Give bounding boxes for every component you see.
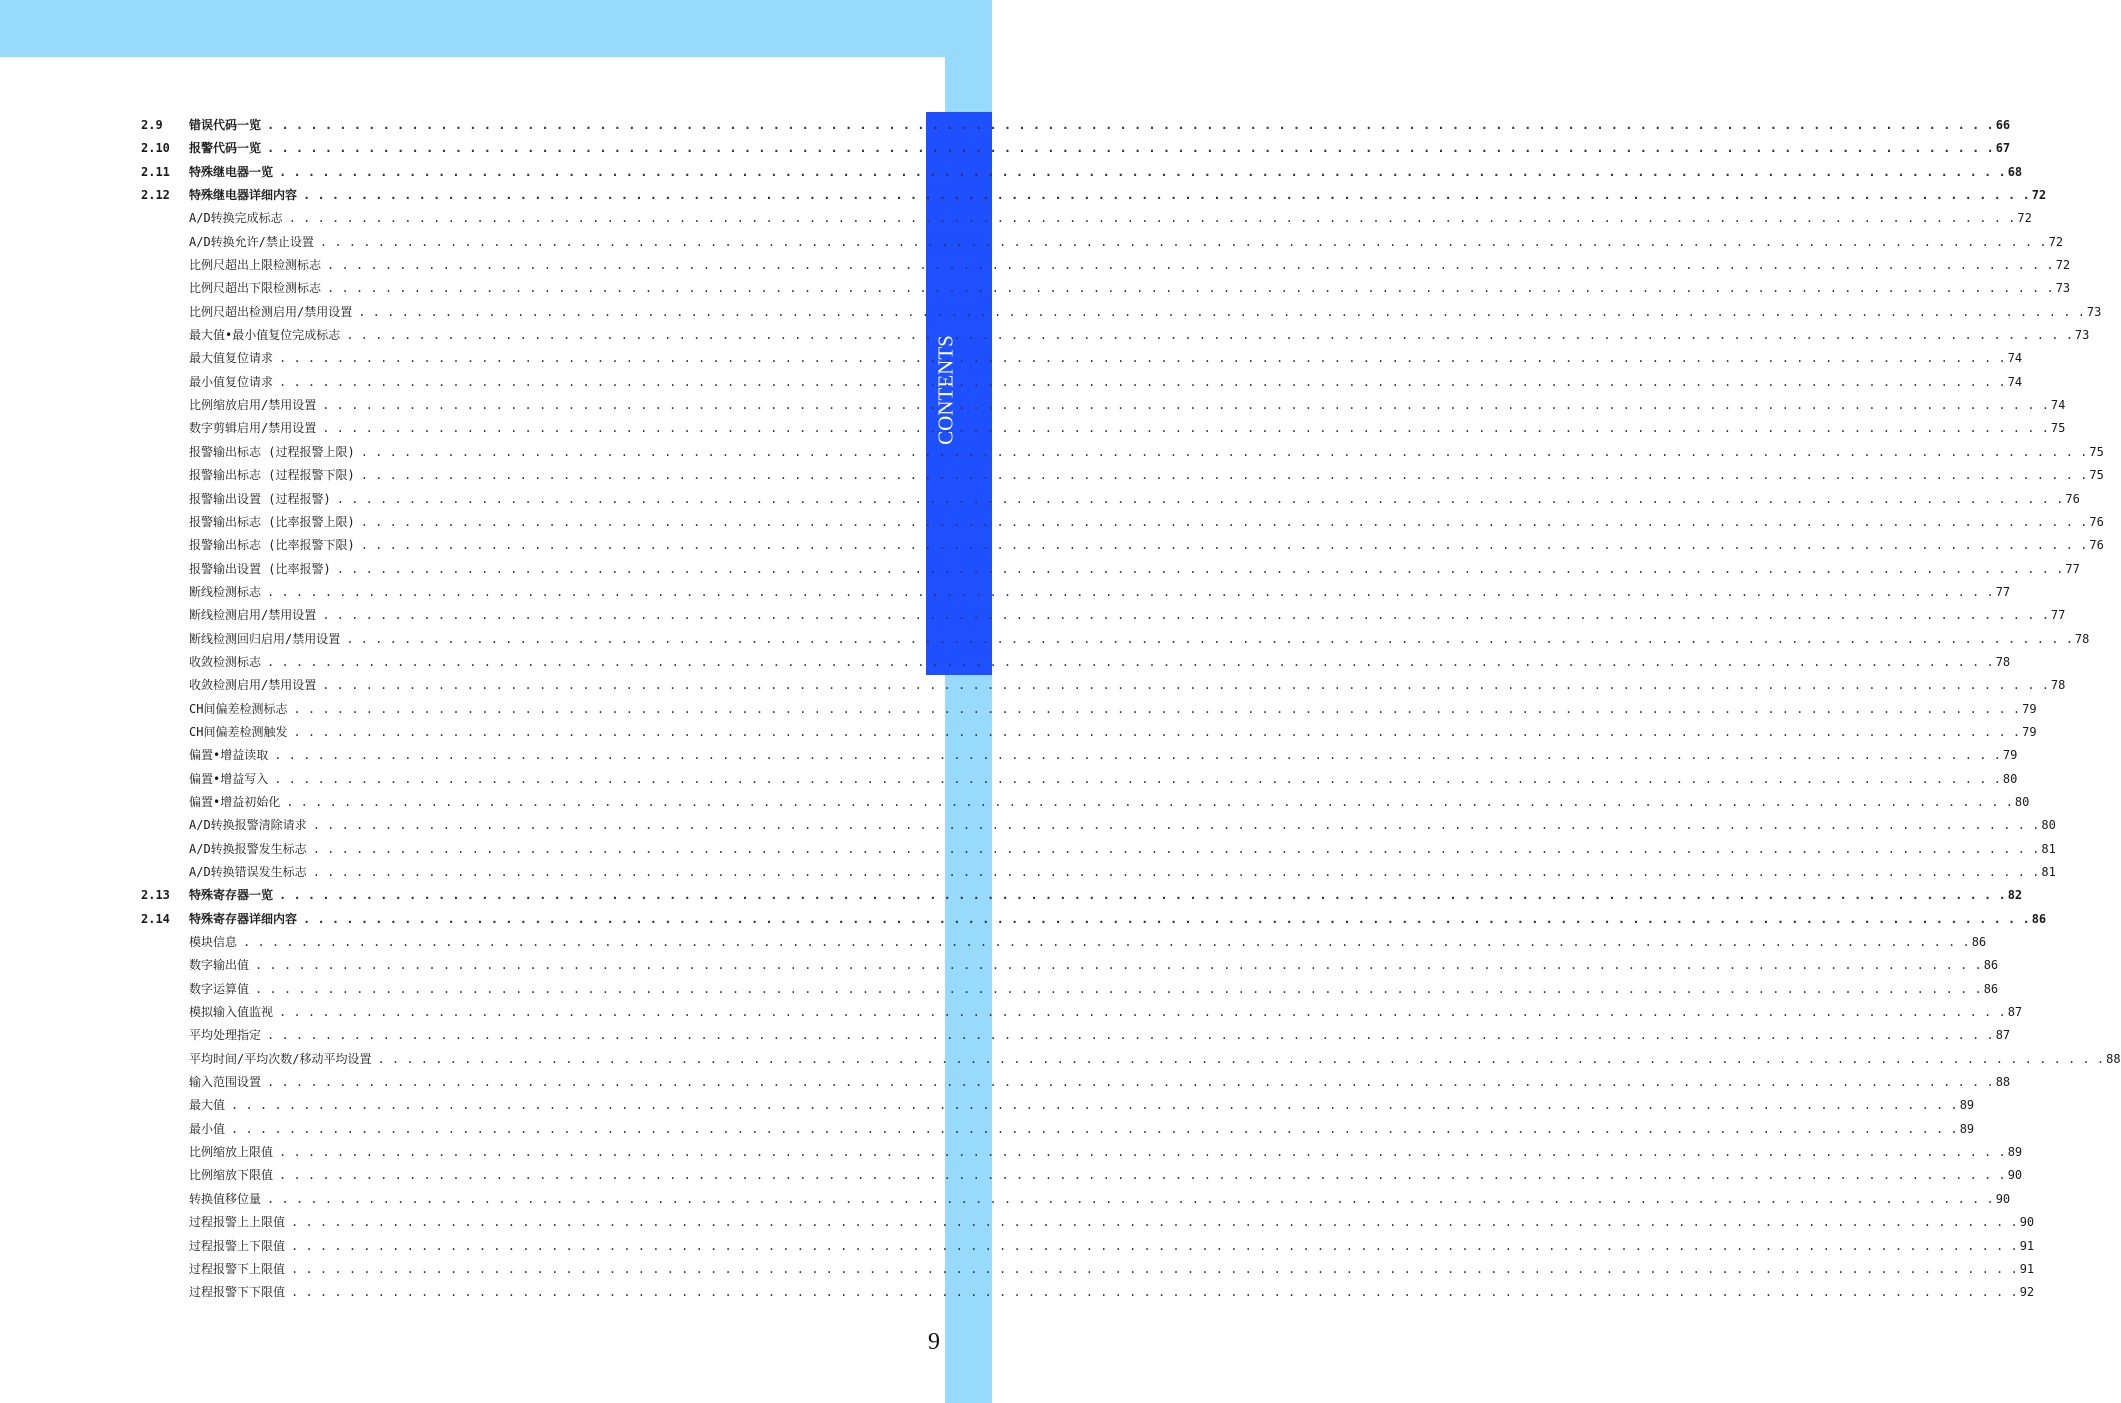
toc-title[interactable]: 平均处理指定 xyxy=(189,1028,262,1043)
toc-page-number[interactable]: 72 xyxy=(2017,211,2032,226)
toc-item-row[interactable] xyxy=(141,417,2066,440)
toc-line xyxy=(189,1211,2035,1234)
toc-line xyxy=(189,1118,1975,1141)
toc-line xyxy=(189,768,2018,791)
toc-title[interactable]: 特殊寄存器详细内容 xyxy=(189,911,298,926)
toc-title[interactable]: 特殊寄存器一览 xyxy=(189,888,274,903)
toc-dot-leader: . . . . . . . . . . . . . . . . . . . . . . . . . . . . . . . . . . . . . . . . . . . . . . . . . . . . . . . . . . . . . . . . . . . . . . . . . . . . . . . . . . . . . . . . . . . . . . . . . . . . . . . . . . . . . . . . . . . . . . . . xyxy=(303,188,2030,203)
toc-page-number[interactable]: 86 xyxy=(1983,958,1999,973)
toc-page-number[interactable]: 76 xyxy=(2089,538,2104,553)
toc-line xyxy=(189,908,2047,931)
toc-item-row[interactable] xyxy=(141,791,2030,814)
toc-item-row[interactable] xyxy=(141,1071,2011,1094)
toc-page-number[interactable]: 86 xyxy=(2031,911,2047,926)
toc-line xyxy=(189,931,1987,954)
toc-title[interactable]: 收敛检测标志 xyxy=(189,654,262,669)
toc-dot-leader: . . . . . . . . . . . . . . . . . . . . . . . . . . . . . . . . . . . . . . . . . . . . . . . . . . . . . . . . . . . . . . . . . . . . . . . . . . . . . . . . . . . . . . . . . . . . . . . . . . . . . . . . . . . . . . . . . . . . . . . . xyxy=(327,281,2054,296)
toc-item-row[interactable] xyxy=(141,1235,2035,1258)
toc-item-row[interactable] xyxy=(141,1048,2121,1071)
toc-item-row[interactable] xyxy=(141,254,2071,277)
toc-dot-leader: . . . . . . . . . . . . . . . . . . . . . . . . . . . . . . . . . . . . . . . . . . . . . . . . . . . . . . . . . . . . . . . . . . . . . . . . . . . . . . . . . . . . . . . . . . . . . . . . . . . . . . . . . . . . . . . . . . . . . . . . xyxy=(360,468,2088,483)
toc-page-number[interactable]: 91 xyxy=(2019,1261,2035,1276)
toc-line xyxy=(189,1071,2011,1094)
toc-title[interactable]: 断线检测回归启用/禁用设置 xyxy=(189,631,341,646)
toc-item-row[interactable] xyxy=(141,1001,2023,1024)
toc-section-row[interactable] xyxy=(141,161,2023,184)
toc-page-number[interactable]: 77 xyxy=(2050,608,2066,623)
toc-item-row[interactable] xyxy=(141,604,2066,627)
toc-section-row[interactable] xyxy=(141,137,2011,160)
toc-item-row[interactable] xyxy=(141,978,1999,1001)
toc-section-number: 2.14 xyxy=(141,911,170,926)
toc-line xyxy=(189,954,1999,977)
toc-item-row[interactable] xyxy=(141,558,2080,581)
toc-title[interactable]: 报警输出标志 (过程报警下限) xyxy=(189,468,355,483)
toc-page-number[interactable]: 88 xyxy=(1995,1075,2011,1090)
toc-item-row[interactable] xyxy=(141,464,2104,487)
toc-page-number[interactable]: 89 xyxy=(1959,1098,1975,1113)
toc-line xyxy=(189,417,2066,440)
toc-line xyxy=(189,371,2023,394)
toc-dot-leader: . . . . . . . . . . . . . . . . . . . . . . . . . . . . . . . . . . . . . . . . . . . . . . . . . . . . . . . . . . . . . . . . . . . . . . . . . . . . . . . . . . . . . . . . . . . . . . . . . . . . . . . . . . . . . . . . . . . . . . . . xyxy=(291,1215,2018,1230)
toc-line xyxy=(189,861,2056,884)
toc-line xyxy=(189,161,2023,184)
toc-item-row[interactable] xyxy=(141,744,2018,767)
toc-dot-leader: . . . . . . . . . . . . . . . . . . . . . . . . . . . . . . . . . . . . . . . . . . . . . . . . . . . . . . . . . . . . . . . . . . . . . . . . . . . . . . . . . . . . . . . . . . . . . . . . . . . . . . . . . . . . . . . . . . . . . . . . xyxy=(312,818,2040,833)
toc-title[interactable]: A/D转换错误发生标志 xyxy=(189,865,307,879)
toc-dot-leader: . . . . . . . . . . . . . . . . . . . . . . . . . . . . . . . . . . . . . . . . . . . . . . . . . . . . . . . . . . . . . . . . . . . . . . . . . . . . . . . . . . . . . . . . . . . . . . . . . . . . . . . . . . . . . . . . . . . . . . . . xyxy=(231,1098,1958,1113)
toc-section-row[interactable] xyxy=(141,908,2047,931)
toc-dot-leader: . . . . . . . . . . . . . . . . . . . . . . . . . . . . . . . . . . . . . . . . . . . . . . . . . . . . . . . . . . . . . . . . . . . . . . . . . . . . . . . . . . . . . . . . . . . . . . . . . . . . . . . . . . . . . . . . . . . . . . . . xyxy=(267,1191,1994,1206)
toc-section-row[interactable] xyxy=(141,184,2047,207)
toc-title[interactable]: 报警输出标志 (比率报警上限) xyxy=(189,514,355,529)
toc-page-number[interactable]: 68 xyxy=(2007,164,2023,179)
toc-title[interactable]: 最大值•最小值复位完成标志 xyxy=(189,328,341,343)
toc-dot-leader: . . . . . . . . . . . . . . . . . . . . . . . . . . . . . . . . . . . . . . . . . . . . . . . . . . . . . . . . . . . . . . . . . . . . . . . . . . . . . . . . . . . . . . . . . . . . . . . . . . . . . . . . . . . . . . . . . . . . . . . . xyxy=(274,771,2001,786)
toc-line xyxy=(189,581,2011,604)
toc-title[interactable]: 断线检测标志 xyxy=(189,584,262,599)
toc-title[interactable]: 数字剪辑启用/禁用设置 xyxy=(189,421,317,436)
toc-item-row[interactable] xyxy=(141,651,2011,674)
toc-item-row[interactable] xyxy=(141,674,2066,697)
toc-item-row[interactable] xyxy=(141,511,2104,534)
toc-dot-leader: . . . . . . . . . . . . . . . . . . . . . . . . . . . . . . . . . . . . . . . . . . . . . . . . . . . . . . . . . . . . . . . . . . . . . . . . . . . . . . . . . . . . . . . . . . . . . . . . . . . . . . . . . . . . . . . . . . . . . . . . xyxy=(279,164,2006,179)
toc-page-number[interactable]: 75 xyxy=(2050,421,2066,436)
toc-dot-leader: . . . . . . . . . . . . . . . . . . . . . . . . . . . . . . . . . . . . . . . . . . . . . . . . . . . . . . . . . . . . . . . . . . . . . . . . . . . . . . . . . . . . . . . . . . . . . . . . . . . . . . . . . . . . . . . . . . . . . . . . xyxy=(267,1075,1994,1090)
toc-item-row[interactable] xyxy=(141,441,2104,464)
toc-title[interactable]: 偏置•增益写入 xyxy=(189,771,269,786)
toc-page-number[interactable]: 87 xyxy=(2007,1005,2023,1020)
toc-title[interactable]: A/D转换报警发生标志 xyxy=(189,841,307,856)
toc-page-number[interactable]: 92 xyxy=(2019,1285,2035,1300)
toc-title[interactable]: 最小值 xyxy=(189,1121,226,1136)
toc-line xyxy=(189,301,2102,324)
toc-item-row[interactable] xyxy=(141,698,2037,721)
toc-item-row[interactable] xyxy=(141,1258,2035,1281)
toc-page-number[interactable]: 74 xyxy=(2007,351,2023,366)
toc-line xyxy=(189,441,2104,464)
toc-dot-leader: . . . . . . . . . . . . . . . . . . . . . . . . . . . . . . . . . . . . . . . . . . . . . . . . . . . . . . . . . . . . . . . . . . . . . . . . . . . . . . . . . . . . . . . . . . . . . . . . . . . . . . . . . . . . . . . . . . . . . . . . xyxy=(274,748,2001,763)
toc-line xyxy=(189,978,1999,1001)
toc-line xyxy=(189,744,2018,767)
toc-dot-leader: . . . . . . . . . . . . . . . . . . . . . . . . . . . . . . . . . . . . . . . . . . . . . . . . . . . . . . . . . . . . . . . . . . . . . . . . . . . . . . . . . . . . . . . . . . . . . . . . . . . . . . . . . . . . . . . . . . . . . . . . xyxy=(336,561,2064,576)
toc-section-number: 2.12 xyxy=(141,188,170,203)
toc-page-number[interactable]: 90 xyxy=(1995,1191,2011,1206)
toc-section-number: 2.11 xyxy=(141,164,170,179)
toc-page-number[interactable]: 90 xyxy=(2007,1168,2023,1183)
toc-section-row[interactable] xyxy=(141,884,2023,907)
toc-title[interactable]: 比例缩放上限值 xyxy=(189,1145,274,1160)
toc-title[interactable]: 模拟输入值监视 xyxy=(189,1005,274,1020)
toc-item-row[interactable] xyxy=(141,1211,2035,1234)
toc-title[interactable]: A/D转换报警清除请求 xyxy=(189,818,307,833)
toc-dot-leader: . . . . . . . . . . . . . . . . . . . . . . . . . . . . . . . . . . . . . . . . . . . . . . . . . . . . . . . . . . . . . . . . . . . . . . . . . . . . . . . . . . . . . . . . . . . . . . . . . . . . . . . . . . . . . . . . . . . . . . . . xyxy=(291,1285,2018,1300)
toc-title[interactable]: 数字输出值 xyxy=(189,958,250,973)
toc-title[interactable]: 过程报警上下限值 xyxy=(189,1238,286,1253)
toc-line xyxy=(189,254,2071,277)
toc-dot-leader: . . . . . . . . . . . . . . . . . . . . . . . . . . . . . . . . . . . . . . . . . . . . . . . . . . . . . . . . . . . . . . . . . . . . . . . . . . . . . . . . . . . . . . . . . . . . . . . . . . . . . . . . . . . . . . . . . . . . . . . . xyxy=(312,865,2040,879)
toc-title[interactable]: 最大值 xyxy=(189,1098,226,1113)
toc-section-number: 2.13 xyxy=(141,888,170,903)
toc-page-number[interactable]: 79 xyxy=(2002,748,2018,763)
toc-dot-leader: . . . . . . . . . . . . . . . . . . . . . . . . . . . . . . . . . . . . . . . . . . . . . . . . . . . . . . . . . . . . . . . . . . . . . . . . . . . . . . . . . . . . . . . . . . . . . . . . . . . . . . . . . . . . . . . . . . . . . . . . xyxy=(291,1238,2018,1253)
toc-item-row[interactable] xyxy=(141,1118,1975,1141)
toc-dot-leader: . . . . . . . . . . . . . . . . . . . . . . . . . . . . . . . . . . . . . . . . . . . . . . . . . . . . . . . . . . . . . . . . . . . . . . . . . . . . . . . . . . . . . . . . . . . . . . . . . . . . . . . . . . . . . . . . . . . . . . . . xyxy=(322,678,2049,693)
toc-page-number[interactable]: 78 xyxy=(2050,678,2066,693)
toc-item-row[interactable] xyxy=(141,1281,2035,1304)
toc-dot-leader: . . . . . . . . . . . . . . . . . . . . . . . . . . . . . . . . . . . . . . . . . . . . . . . . . . . . . . . . . . . . . . . . . . . . . . . . . . . . . . . . . . . . . . . . . . . . . . . . . . . . . . . . . . . . . . . . . . . . . . . . xyxy=(267,118,1994,132)
toc-item-row[interactable] xyxy=(141,324,2090,347)
toc-dot-leader: . . . . . . . . . . . . . . . . . . . . . . . . . . . . . . . . . . . . . . . . . . . . . . . . . . . . . . . . . . . . . . . . . . . . . . . . . . . . . . . . . . . . . . . . . . . . . . . . . . . . . . . . . . . . . . . . . . . . . . . . xyxy=(303,911,2030,926)
toc-page-number[interactable]: 88 xyxy=(2106,1051,2121,1066)
toc-dot-leader: . . . . . . . . . . . . . . . . . . . . . . . . . . . . . . . . . . . . . . . . . . . . . . . . . . . . . . . . . . . . . . . . . . . . . . . . . . . . . . . . . . . . . . . . . . . . . . . . . . . . . . . . . . . . . . . . . . . . . . . . xyxy=(279,351,2006,366)
toc-dot-leader: . . . . . . . . . . . . . . . . . . . . . . . . . . . . . . . . . . . . . . . . . . . . . . . . . . . . . . . . . . . . . . . . . . . . . . . . . . . . . . . . . . . . . . . . . . . . . . . . . . . . . . . . . . . . . . . . . . . . . . . . xyxy=(279,1145,2006,1160)
toc-dot-leader: . . . . . . . . . . . . . . . . . . . . . . . . . . . . . . . . . . . . . . . . . . . . . . . . . . . . . . . . . . . . . . . . . . . . . . . . . . . . . . . . . . . . . . . . . . . . . . . . . . . . . . . . . . . . . . . . . . . . . . . . xyxy=(360,514,2088,529)
toc-title[interactable]: 错误代码一览 xyxy=(189,118,262,132)
toc-dot-leader: . . . . . . . . . . . . . . . . . . . . . . . . . . . . . . . . . . . . . . . . . . . . . . . . . . . . . . . . . . . . . . . . . . . . . . . . . . . . . . . . . . . . . . . . . . . . . . . . . . . . . . . . . . . . . . . . . . . . . . . . xyxy=(279,374,2006,389)
toc-line xyxy=(189,184,2047,207)
contents-tab-label: CONTENTS xyxy=(933,335,958,445)
toc-line xyxy=(189,558,2080,581)
toc-dot-leader: . . . . . . . . . . . . . . . . . . . . . . . . . . . . . . . . . . . . . . . . . . . . . . . . . . . . . . . . . . . . . . . . . . . . . . . . . . . . . . . . . . . . . . . . . . . . . . . . . . . . . . . . . . . . . . . . . . . . . . . . xyxy=(255,958,1982,973)
toc-title[interactable]: 报警代码一览 xyxy=(189,141,262,156)
toc-dot-leader: . . . . . . . . . . . . . . . . . . . . . . . . . . . . . . . . . . . . . . . . . . . . . . . . . . . . . . . . . . . . . . . . . . . . . . . . . . . . . . . . . . . . . . . . . . . . . . . . . . . . . . . . . . . . . . . . . . . . . . . . xyxy=(377,1051,2105,1066)
toc-item-row[interactable] xyxy=(141,628,2090,651)
toc-dot-leader: . . . . . . . . . . . . . . . . . . . . . . . . . . . . . . . . . . . . . . . . . . . . . . . . . . . . . . . . . . . . . . . . . . . . . . . . . . . . . . . . . . . . . . . . . . . . . . . . . . . . . . . . . . . . . . . . . . . . . . . . xyxy=(360,538,2088,553)
toc-line xyxy=(189,1094,1975,1117)
toc-line xyxy=(189,534,2104,557)
toc-dot-leader: . . . . . . . . . . . . . . . . . . . . . . . . . . . . . . . . . . . . . . . . . . . . . . . . . . . . . . . . . . . . . . . . . . . . . . . . . . . . . . . . . . . . . . . . . . . . . . . . . . . . . . . . . . . . . . . . . . . . . . . . xyxy=(231,1121,1958,1136)
toc-line xyxy=(189,1164,2023,1187)
toc-item-row[interactable] xyxy=(141,861,2056,884)
toc-line xyxy=(189,651,2011,674)
toc-title[interactable]: 偏置•增益初始化 xyxy=(189,794,281,809)
toc-line xyxy=(189,1188,2011,1211)
toc-line xyxy=(189,277,2071,300)
toc-page-number[interactable]: 74 xyxy=(2007,374,2023,389)
toc-item-row[interactable] xyxy=(141,768,2018,791)
toc-dot-leader: . . . . . . . . . . . . . . . . . . . . . . . . . . . . . . . . . . . . . . . . . . . . . . . . . . . . . . . . . . . . . . . . . . . . . . . . . . . . . . . . . . . . . . . . . . . . . . . . . . . . . . . . . . . . . . . . . . . . . . . . xyxy=(293,701,2021,716)
toc-line xyxy=(189,394,2066,417)
toc-item-row[interactable] xyxy=(141,1094,1975,1117)
toc-page-number[interactable]: 77 xyxy=(2065,561,2080,576)
toc-dot-leader: . . . . . . . . . . . . . . . . . . . . . . . . . . . . . . . . . . . . . . . . . . . . . . . . . . . . . . . . . . . . . . . . . . . . . . . . . . . . . . . . . . . . . . . . . . . . . . . . . . . . . . . . . . . . . . . . . . . . . . . . xyxy=(319,234,2047,249)
toc-line xyxy=(189,721,2037,744)
toc-title[interactable]: 报警输出标志 (过程报警上限) xyxy=(189,444,355,459)
toc-item-row[interactable] xyxy=(141,1188,2011,1211)
toc-title[interactable]: 报警输出设置 (比率报警) xyxy=(189,561,331,576)
toc-page-number[interactable]: 74 xyxy=(2050,398,2066,413)
toc-line xyxy=(189,1141,2023,1164)
toc-item-row[interactable] xyxy=(141,1141,2023,1164)
toc-dot-leader: . . . . . . . . . . . . . . . . . . . . . . . . . . . . . . . . . . . . . . . . . . . . . . . . . . . . . . . . . . . . . . . . . . . . . . . . . . . . . . . . . . . . . . . . . . . . . . . . . . . . . . . . . . . . . . . . . . . . . . . . xyxy=(327,258,2054,273)
toc-section-row[interactable] xyxy=(141,114,2011,137)
toc-dot-leader: . . . . . . . . . . . . . . . . . . . . . . . . . . . . . . . . . . . . . . . . . . . . . . . . . . . . . . . . . . . . . . . . . . . . . . . . . . . . . . . . . . . . . . . . . . . . . . . . . . . . . . . . . . . . . . . . . . . . . . . . xyxy=(279,1005,2006,1020)
toc-title[interactable]: 比例尺超出检测启用/禁用设置 xyxy=(189,304,353,319)
toc-title[interactable]: 比例缩放下限值 xyxy=(189,1168,274,1183)
toc-title[interactable]: 最大值复位请求 xyxy=(189,351,274,366)
toc-item-row[interactable] xyxy=(141,231,2064,254)
toc-page-number[interactable]: 87 xyxy=(1995,1028,2011,1043)
toc-page-number[interactable]: 73 xyxy=(2074,328,2090,343)
toc-title[interactable]: 报警输出标志 (比率报警下限) xyxy=(189,538,355,553)
toc-line xyxy=(189,791,2030,814)
toc-page-number[interactable]: 73 xyxy=(2055,281,2071,296)
toc-page-number[interactable]: 66 xyxy=(1995,118,2011,132)
toc-page-number[interactable]: 73 xyxy=(2086,304,2102,319)
toc-line xyxy=(189,604,2066,627)
toc-title[interactable]: CH间偏差检测触发 xyxy=(189,724,288,739)
toc-title[interactable]: A/D转换允许/禁止设置 xyxy=(189,234,314,249)
toc-item-row[interactable] xyxy=(141,1024,2011,1047)
toc-page-number[interactable]: 78 xyxy=(2074,631,2090,646)
toc-line xyxy=(189,814,2056,837)
toc-page-number[interactable]: 72 xyxy=(2031,188,2047,203)
toc-page-number[interactable]: 89 xyxy=(2007,1145,2023,1160)
toc-dot-leader: . . . . . . . . . . . . . . . . . . . . . . . . . . . . . . . . . . . . . . . . . . . . . . . . . . . . . . . . . . . . . . . . . . . . . . . . . . . . . . . . . . . . . . . . . . . . . . . . . . . . . . . . . . . . . . . . . . . . . . . . xyxy=(336,491,2064,506)
top-band xyxy=(0,0,992,57)
toc-item-row[interactable] xyxy=(141,931,1987,954)
toc-title[interactable]: 断线检测启用/禁用设置 xyxy=(189,608,317,623)
toc-line xyxy=(189,1001,2023,1024)
toc-title[interactable]: 比例尺超出上限检测标志 xyxy=(189,258,322,273)
toc-line xyxy=(189,1024,2011,1047)
toc-line xyxy=(189,1281,2035,1304)
toc-dot-leader: . . . . . . . . . . . . . . . . . . . . . . . . . . . . . . . . . . . . . . . . . . . . . . . . . . . . . . . . . . . . . . . . . . . . . . . . . . . . . . . . . . . . . . . . . . . . . . . . . . . . . . . . . . . . . . . . . . . . . . . . xyxy=(279,888,2006,903)
toc-item-row[interactable] xyxy=(141,301,2102,324)
toc-item-row[interactable] xyxy=(141,581,2011,604)
toc-item-row[interactable] xyxy=(141,277,2071,300)
toc-dot-leader: . . . . . . . . . . . . . . . . . . . . . . . . . . . . . . . . . . . . . . . . . . . . . . . . . . . . . . . . . . . . . . . . . . . . . . . . . . . . . . . . . . . . . . . . . . . . . . . . . . . . . . . . . . . . . . . . . . . . . . . . xyxy=(346,631,2073,646)
toc-page-number[interactable]: 81 xyxy=(2041,865,2056,879)
toc-line xyxy=(189,698,2037,721)
toc-page-number[interactable]: 75 xyxy=(2089,444,2104,459)
toc-title[interactable]: 比例尺超出下限检测标志 xyxy=(189,281,322,296)
toc-line xyxy=(189,207,2032,230)
toc-dot-leader: . . . . . . . . . . . . . . . . . . . . . . . . . . . . . . . . . . . . . . . . . . . . . . . . . . . . . . . . . . . . . . . . . . . . . . . . . . . . . . . . . . . . . . . . . . . . . . . . . . . . . . . . . . . . . . . . . . . . . . . . xyxy=(243,935,1970,950)
toc-page-number[interactable]: 78 xyxy=(1995,654,2011,669)
toc-title[interactable]: 特殊继电器详细内容 xyxy=(189,188,298,203)
toc-title[interactable]: 输入范围设置 xyxy=(189,1075,262,1090)
toc-page-number[interactable]: 86 xyxy=(1983,981,1999,996)
toc-title[interactable]: 比例缩放启用/禁用设置 xyxy=(189,398,317,413)
toc-line xyxy=(189,231,2064,254)
toc-title[interactable]: 过程报警上上限值 xyxy=(189,1215,286,1230)
toc-item-row[interactable] xyxy=(141,207,2032,230)
toc-item-row[interactable] xyxy=(141,347,2023,370)
toc-line xyxy=(189,511,2104,534)
toc-dot-leader: . . . . . . . . . . . . . . . . . . . . . . . . . . . . . . . . . . . . . . . . . . . . . . . . . . . . . . . . . . . . . . . . . . . . . . . . . . . . . . . . . . . . . . . . . . . . . . . . . . . . . . . . . . . . . . . . . . . . . . . . xyxy=(291,1261,2018,1276)
toc-page-number[interactable]: 72 xyxy=(2048,234,2064,249)
toc-dot-leader: . . . . . . . . . . . . . . . . . . . . . . . . . . . . . . . . . . . . . . . . . . . . . . . . . . . . . . . . . . . . . . . . . . . . . . . . . . . . . . . . . . . . . . . . . . . . . . . . . . . . . . . . . . . . . . . . . . . . . . . . xyxy=(346,328,2073,343)
toc-title[interactable]: 最小值复位请求 xyxy=(189,374,274,389)
toc-page-number[interactable]: 82 xyxy=(2007,888,2023,903)
toc-line xyxy=(189,884,2023,907)
toc-line xyxy=(189,464,2104,487)
toc-page-number[interactable]: 81 xyxy=(2041,841,2056,856)
toc-dot-leader: . . . . . . . . . . . . . . . . . . . . . . . . . . . . . . . . . . . . . . . . . . . . . . . . . . . . . . . . . . . . . . . . . . . . . . . . . . . . . . . . . . . . . . . . . . . . . . . . . . . . . . . . . . . . . . . . . . . . . . . . xyxy=(322,421,2049,436)
toc-title[interactable]: 平均时间/平均次数/移动平均设置 xyxy=(189,1051,372,1066)
toc-dot-leader: . . . . . . . . . . . . . . . . . . . . . . . . . . . . . . . . . . . . . . . . . . . . . . . . . . . . . . . . . . . . . . . . . . . . . . . . . . . . . . . . . . . . . . . . . . . . . . . . . . . . . . . . . . . . . . . . . . . . . . . . xyxy=(358,304,2085,319)
page-number: 9 xyxy=(928,1329,940,1355)
toc-page-number[interactable]: 91 xyxy=(2019,1238,2035,1253)
toc-title[interactable]: 收敛检测启用/禁用设置 xyxy=(189,678,317,693)
toc-dot-leader: . . . . . . . . . . . . . . . . . . . . . . . . . . . . . . . . . . . . . . . . . . . . . . . . . . . . . . . . . . . . . . . . . . . . . . . . . . . . . . . . . . . . . . . . . . . . . . . . . . . . . . . . . . . . . . . . . . . . . . . . xyxy=(293,724,2021,739)
toc-section-number: 2.9 xyxy=(141,118,163,132)
toc-dot-leader: . . . . . . . . . . . . . . . . . . . . . . . . . . . . . . . . . . . . . . . . . . . . . . . . . . . . . . . . . . . . . . . . . . . . . . . . . . . . . . . . . . . . . . . . . . . . . . . . . . . . . . . . . . . . . . . . . . . . . . . . xyxy=(286,794,2013,809)
toc-item-row[interactable] xyxy=(141,721,2037,744)
toc-line xyxy=(189,1258,2035,1281)
toc-page-number[interactable]: 86 xyxy=(1971,935,1987,950)
toc-page-number[interactable]: 67 xyxy=(1995,141,2011,156)
toc-dot-leader: . . . . . . . . . . . . . . . . . . . . . . . . . . . . . . . . . . . . . . . . . . . . . . . . . . . . . . . . . . . . . . . . . . . . . . . . . . . . . . . . . . . . . . . . . . . . . . . . . . . . . . . . . . . . . . . . . . . . . . . . xyxy=(255,981,1982,996)
toc-title[interactable]: A/D转换完成标志 xyxy=(189,211,283,226)
toc-dot-leader: . . . . . . . . . . . . . . . . . . . . . . . . . . . . . . . . . . . . . . . . . . . . . . . . . . . . . . . . . . . . . . . . . . . . . . . . . . . . . . . . . . . . . . . . . . . . . . . . . . . . . . . . . . . . . . . . . . . . . . . . xyxy=(288,211,2016,226)
toc-page-number[interactable]: 76 xyxy=(2065,491,2080,506)
toc-title[interactable]: 报警输出设置 (过程报警) xyxy=(189,491,331,506)
toc-dot-leader: . . . . . . . . . . . . . . . . . . . . . . . . . . . . . . . . . . . . . . . . . . . . . . . . . . . . . . . . . . . . . . . . . . . . . . . . . . . . . . . . . . . . . . . . . . . . . . . . . . . . . . . . . . . . . . . . . . . . . . . . xyxy=(322,398,2049,413)
toc-page-number[interactable]: 79 xyxy=(2022,724,2037,739)
toc-title[interactable]: CH间偏差检测标志 xyxy=(189,701,288,716)
toc-item-row[interactable] xyxy=(141,838,2056,861)
toc-title[interactable]: 过程报警下上限值 xyxy=(189,1261,286,1276)
toc-item-row[interactable] xyxy=(141,394,2066,417)
toc-page-number[interactable]: 75 xyxy=(2089,468,2104,483)
toc-title[interactable]: 特殊继电器一览 xyxy=(189,164,274,179)
toc-page-number[interactable]: 79 xyxy=(2022,701,2037,716)
toc-line xyxy=(189,488,2080,511)
toc-page-number[interactable]: 76 xyxy=(2089,514,2104,529)
toc-line xyxy=(189,838,2056,861)
toc-page-number[interactable]: 72 xyxy=(2055,258,2071,273)
toc-title[interactable]: 转换值移位量 xyxy=(189,1191,262,1206)
toc-line xyxy=(189,1048,2121,1071)
toc-line xyxy=(189,628,2090,651)
toc-section-number: 2.10 xyxy=(141,141,170,156)
toc-title[interactable]: 模块信息 xyxy=(189,935,238,950)
toc-dot-leader: . . . . . . . . . . . . . . . . . . . . . . . . . . . . . . . . . . . . . . . . . . . . . . . . . . . . . . . . . . . . . . . . . . . . . . . . . . . . . . . . . . . . . . . . . . . . . . . . . . . . . . . . . . . . . . . . . . . . . . . . xyxy=(322,608,2049,623)
toc-item-row[interactable] xyxy=(141,488,2080,511)
toc-page-number[interactable]: 80 xyxy=(2002,771,2018,786)
toc-dot-leader: . . . . . . . . . . . . . . . . . . . . . . . . . . . . . . . . . . . . . . . . . . . . . . . . . . . . . . . . . . . . . . . . . . . . . . . . . . . . . . . . . . . . . . . . . . . . . . . . . . . . . . . . . . . . . . . . . . . . . . . . xyxy=(267,584,1994,599)
toc-line xyxy=(189,674,2066,697)
toc-item-row[interactable] xyxy=(141,1164,2023,1187)
toc-title[interactable]: 数字运算值 xyxy=(189,981,250,996)
toc-line xyxy=(189,324,2090,347)
toc-line xyxy=(189,1235,2035,1258)
toc-item-row[interactable] xyxy=(141,954,1999,977)
toc-item-row[interactable] xyxy=(141,371,2023,394)
toc-page-number[interactable]: 80 xyxy=(2014,794,2030,809)
toc-page-number[interactable]: 77 xyxy=(1995,584,2011,599)
toc-dot-leader: . . . . . . . . . . . . . . . . . . . . . . . . . . . . . . . . . . . . . . . . . . . . . . . . . . . . . . . . . . . . . . . . . . . . . . . . . . . . . . . . . . . . . . . . . . . . . . . . . . . . . . . . . . . . . . . . . . . . . . . . xyxy=(267,1028,1994,1043)
toc-title[interactable]: 偏置•增益读取 xyxy=(189,748,269,763)
toc-line xyxy=(189,347,2023,370)
toc-item-row[interactable] xyxy=(141,814,2056,837)
toc-item-row[interactable] xyxy=(141,534,2104,557)
toc-line xyxy=(189,114,2011,137)
toc-title[interactable]: 过程报警下下限值 xyxy=(189,1285,286,1300)
toc-dot-leader: . . . . . . . . . . . . . . . . . . . . . . . . . . . . . . . . . . . . . . . . . . . . . . . . . . . . . . . . . . . . . . . . . . . . . . . . . . . . . . . . . . . . . . . . . . . . . . . . . . . . . . . . . . . . . . . . . . . . . . . . xyxy=(360,444,2088,459)
toc-line xyxy=(189,137,2011,160)
toc-dot-leader: . . . . . . . . . . . . . . . . . . . . . . . . . . . . . . . . . . . . . . . . . . . . . . . . . . . . . . . . . . . . . . . . . . . . . . . . . . . . . . . . . . . . . . . . . . . . . . . . . . . . . . . . . . . . . . . . . . . . . . . . xyxy=(267,654,1994,669)
toc-dot-leader: . . . . . . . . . . . . . . . . . . . . . . . . . . . . . . . . . . . . . . . . . . . . . . . . . . . . . . . . . . . . . . . . . . . . . . . . . . . . . . . . . . . . . . . . . . . . . . . . . . . . . . . . . . . . . . . . . . . . . . . . xyxy=(312,841,2040,856)
toc-page-number[interactable]: 89 xyxy=(1959,1121,1975,1136)
toc-page-number[interactable]: 90 xyxy=(2019,1215,2035,1230)
toc-page-number[interactable]: 80 xyxy=(2041,818,2056,833)
toc-dot-leader: . . . . . . . . . . . . . . . . . . . . . . . . . . . . . . . . . . . . . . . . . . . . . . . . . . . . . . . . . . . . . . . . . . . . . . . . . . . . . . . . . . . . . . . . . . . . . . . . . . . . . . . . . . . . . . . . . . . . . . . . xyxy=(267,141,1994,156)
toc-dot-leader: . . . . . . . . . . . . . . . . . . . . . . . . . . . . . . . . . . . . . . . . . . . . . . . . . . . . . . . . . . . . . . . . . . . . . . . . . . . . . . . . . . . . . . . . . . . . . . . . . . . . . . . . . . . . . . . . . . . . . . . . xyxy=(279,1168,2006,1183)
